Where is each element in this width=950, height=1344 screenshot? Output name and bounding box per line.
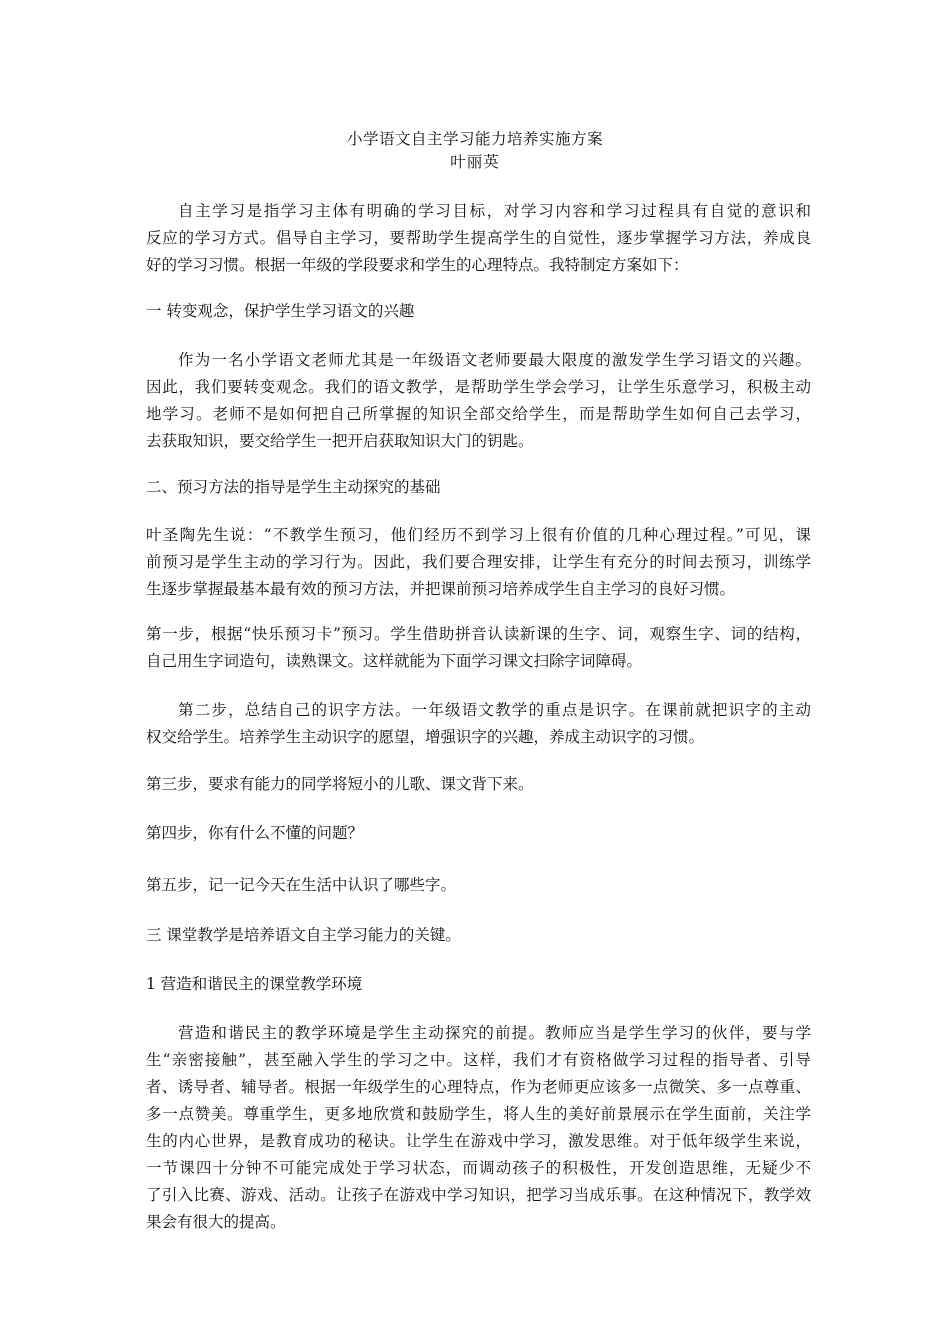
- paragraph-line: 果会有很大的提高。: [146, 1213, 286, 1231]
- section-1-heading: 一 转变观念，保护学生学习语文的兴趣: [146, 302, 415, 320]
- document-author: 叶丽英: [450, 153, 500, 171]
- section-3-heading: 三 课堂教学是培养语文自主学习能力的关键。: [146, 926, 461, 944]
- paragraph-line: 生“亲密接触”，甚至融入学生的学习之中。这样，我们才有资格做学习过程的指导者、引导: [146, 1051, 811, 1069]
- paragraph-line: 多一点赞美。尊重学生，更多地欣赏和鼓励学生，将人生的美好前景展示在学生面前，关注学: [146, 1105, 811, 1123]
- paragraph-line: 者、诱导者、辅导者。根据一年级学生的心理特点，作为老师更应该多一点微笑、多一点尊重、: [146, 1078, 811, 1096]
- section-2-paragraph: [146, 522, 811, 603]
- step-3-line: 第三步，要求有能力的同学将短小的儿歌、课文背下来。: [146, 775, 534, 793]
- paragraph-line: 前预习是学生主动的学习行为。因此，我们要合理安排，让学生有充分的时间去预习，训练学: [146, 553, 811, 571]
- step-2-paragraph: [146, 697, 811, 751]
- paragraph-line: 地学习。老师不是如何把自己所掌握的知识全部交给学生，而是帮助学生如何自己去学习，: [146, 405, 811, 423]
- paragraph-line: 第一步，根据“快乐预习卡”预习。学生借助拼音认读新课的生字、词，观察生字、词的结构，: [146, 625, 811, 643]
- paragraph-line: 营造和谐民主的教学环境是学生主动探究的前提。教师应当是学生学习的伙伴，要与学: [178, 1024, 811, 1042]
- section-1-paragraph: [146, 347, 811, 455]
- paragraph-line: 权交给学生。培养学生主动识字的愿望，增强识字的兴趣，养成主动识字的习惯。: [146, 728, 705, 746]
- paragraph-line: 第二步，总结自己的识字方法。一年级语文教学的重点是识字。在课前就把识字的主动: [178, 701, 811, 719]
- paragraph-line: 生逐步掌握最基本最有效的预习方法，并把课前预习培养成学生自主学习的良好习惯。: [146, 580, 736, 598]
- paragraph-line: 作为一名小学语文老师尤其是一年级语文老师要最大限度的激发学生学习语文的兴趣。: [178, 351, 811, 369]
- paragraph-line: 了引入比赛、游戏、活动。让孩子在游戏中学习知识，把学习当成乐事。在这种情况下，教学效: [146, 1186, 811, 1204]
- step-1-paragraph: [146, 621, 811, 675]
- paragraph-line: 因此，我们要转变观念。我们的语文教学，是帮助学生学会学习，让学生乐意学习，积极主动: [146, 378, 811, 396]
- paragraph-line: 自主学习是指学习主体有明确的学习目标，对学习内容和学习过程具有自觉的意识和: [178, 202, 811, 220]
- document-title: 小学语文自主学习能力培养实施方案: [346, 130, 603, 148]
- step-4-line: 第四步，你有什么不懂的问题？: [146, 824, 364, 842]
- paragraph-line: 一节课四十分钟不可能完成处于学习状态，而调动孩子的积极性，开发创造思维，无疑少不: [146, 1159, 811, 1177]
- step-5-line: 第五步，记一记今天在生活中认识了哪些字。: [146, 876, 457, 894]
- paragraph-line: 好的学习习惯。根据一年级的学段要求和学生的心理特点。我特制定方案如下：: [146, 256, 689, 274]
- section-3-subheading: 1 营造和谐民主的课堂教学环境: [146, 975, 363, 993]
- intro-paragraph: [146, 198, 811, 279]
- paragraph-line: 自己用生字词造句，读熟课文。这样就能为下面学习课文扫除字词障碍。: [146, 652, 643, 670]
- paragraph-line: 叶圣陶先生说：“不教学生预习，他们经历不到学习上很有价值的几种心理过程。”可见，课: [146, 526, 811, 544]
- paragraph-line: 生的内心世界，是教育成功的秘诀。让学生在游戏中学习，激发思维。对于低年级学生来说，: [146, 1132, 811, 1150]
- paragraph-line: 去获取知识，要交给学生一把开启获取知识大门的钥匙。: [146, 432, 534, 450]
- section-2-heading: 二、预习方法的指导是学生主动探究的基础: [146, 478, 441, 496]
- section-3-paragraph: [146, 1020, 811, 1236]
- paragraph-line: 反应的学习方式。倡导自主学习，要帮助学生提高学生的自觉性，逐步掌握学习方法，养成良: [146, 229, 811, 247]
